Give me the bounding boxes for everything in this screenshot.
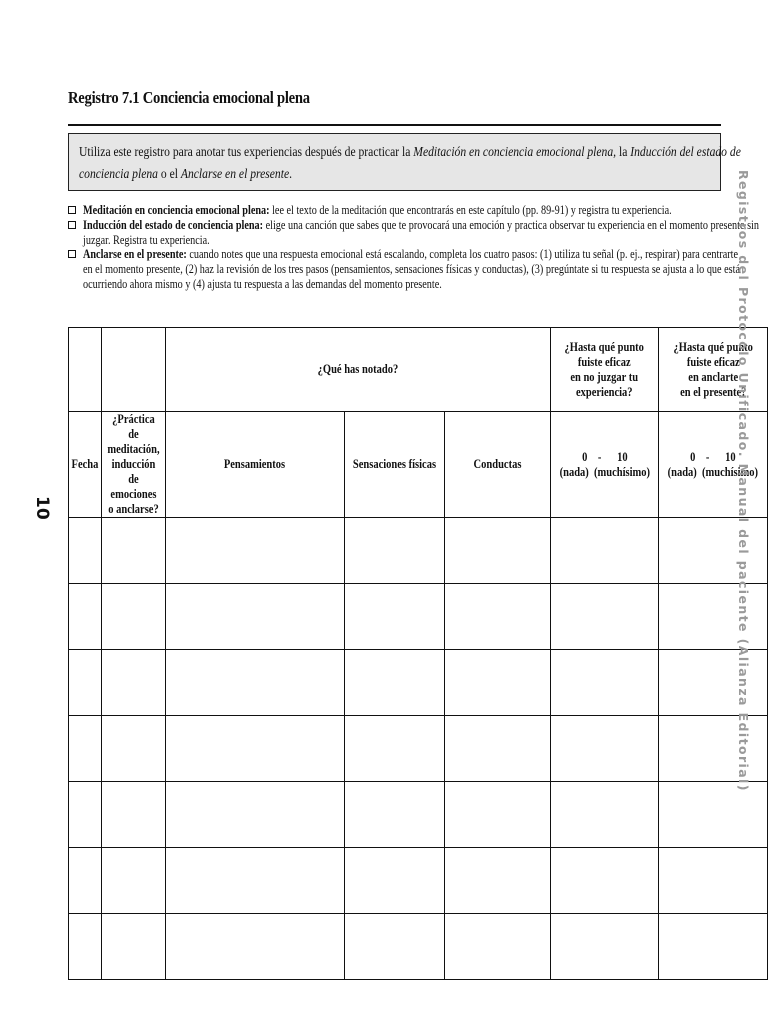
intro-box	[68, 133, 741, 191]
table-cell[interactable]	[101, 584, 165, 650]
table-cell[interactable]	[550, 716, 659, 782]
table-cell[interactable]	[69, 782, 102, 848]
table-cell[interactable]	[344, 716, 444, 782]
table-cell[interactable]	[69, 914, 102, 980]
instructions-list	[68, 203, 759, 292]
table-cell[interactable]	[101, 782, 165, 848]
table-cell[interactable]	[550, 848, 659, 914]
table-cell[interactable]	[550, 518, 659, 584]
table-row	[69, 782, 768, 848]
table-cell[interactable]	[165, 518, 344, 584]
table-cell[interactable]	[344, 584, 444, 650]
title-rule	[68, 124, 721, 126]
instruction-item-anclarse: Anclarse en el presente: cuando notes que una respuesta emocional está escalando, completa los cuatro pasos: (1) utiliza tu señal (p. ej., respirar) para centrarte en el momento presente, (2) haz la revisión de los tres pasos (pensamientos, sensaciones físicas y conductas), (3) pregúntate si tu respuesta se ajusta a lo que está ocurriendo ahora mismo y (4) ajusta tu respuesta a las demandas del momento presente.	[68, 247, 721, 291]
table-cell[interactable]	[165, 848, 344, 914]
checkbox[interactable]	[68, 221, 76, 229]
header-eficaz-anclarte: ¿Hasta qué punto fuiste eficaz en anclarte en el presente?	[659, 328, 768, 412]
header-eficaz-juzgar: ¿Hasta qué punto fuiste eficaz en no juzgar tu experiencia?	[550, 328, 659, 412]
table-cell[interactable]	[165, 782, 344, 848]
column-header-practica: ¿Práctica de meditación, inducción de emociones o anclarse?	[101, 412, 165, 518]
table-cell[interactable]	[344, 782, 444, 848]
table-row	[69, 518, 768, 584]
table-cell[interactable]	[550, 914, 659, 980]
instruction-item-induccion: Inducción del estado de conciencia plena: elige una canción que sabes que te provocará una emoción y practica observar tu experiencia en el momento presente sin juzgar. Registra tu experiencia.	[68, 218, 721, 248]
table-cell[interactable]	[165, 584, 344, 650]
table-cell[interactable]	[101, 716, 165, 782]
table-cell[interactable]	[165, 914, 344, 980]
table-cell[interactable]	[444, 716, 550, 782]
checkbox[interactable]	[68, 250, 76, 258]
side-running-text: Registros del Protocolo Unificado. Manual del paciente (Alianza Editorial)	[736, 170, 751, 792]
registro-table	[68, 327, 768, 980]
scale-juzgar: 0 - 10 (nada) (muchísimo)	[550, 412, 659, 518]
table-cell[interactable]	[165, 650, 344, 716]
table-row	[69, 914, 768, 980]
table-cell[interactable]	[550, 650, 659, 716]
intro-line-1: Utiliza este registro para anotar tus experiencias después de practicar la Meditación en conciencia emocional plena, la Inducción del estado de	[79, 144, 741, 159]
table-cell[interactable]	[344, 848, 444, 914]
scale-anclarte: 0 - 10 (nada) (muchísimo)	[659, 412, 768, 518]
table-cell[interactable]	[101, 914, 165, 980]
table-row	[69, 716, 768, 782]
table-cell[interactable]	[550, 782, 659, 848]
table-cell[interactable]	[444, 782, 550, 848]
column-header-conductas: Conductas	[444, 412, 550, 518]
table-cell[interactable]	[69, 848, 102, 914]
table-cell[interactable]	[101, 650, 165, 716]
table-cell[interactable]	[344, 650, 444, 716]
page-title: Registro 7.1 Conciencia emocional plena	[68, 88, 310, 107]
table-cell[interactable]	[69, 518, 102, 584]
column-header-fecha: Fecha	[69, 412, 102, 518]
table-cell[interactable]	[101, 518, 165, 584]
table-row	[69, 848, 768, 914]
table-cell[interactable]	[101, 848, 165, 914]
header-que-has-notado: ¿Qué has notado?	[165, 328, 550, 412]
column-header-sensaciones: Sensaciones físicas	[344, 412, 444, 518]
header-blank	[69, 328, 102, 412]
table-cell[interactable]	[69, 584, 102, 650]
page-number: 10	[32, 496, 52, 520]
table-row	[69, 650, 768, 716]
column-header-pensamientos: Pensamientos	[165, 412, 344, 518]
table-cell[interactable]	[444, 650, 550, 716]
table-cell[interactable]	[444, 518, 550, 584]
checkbox[interactable]	[68, 206, 76, 214]
table-cell[interactable]	[444, 848, 550, 914]
table-cell[interactable]	[69, 716, 102, 782]
table-cell[interactable]	[444, 584, 550, 650]
intro-line-2: conciencia plena o el Anclarse en el presente.	[79, 166, 293, 181]
table-row	[69, 584, 768, 650]
table-cell[interactable]	[444, 914, 550, 980]
table-cell[interactable]	[165, 716, 344, 782]
table-cell[interactable]	[69, 650, 102, 716]
table-cell[interactable]	[659, 914, 768, 980]
table-cell[interactable]	[344, 914, 444, 980]
header-blank	[101, 328, 165, 412]
table-cell[interactable]	[344, 518, 444, 584]
instruction-item-meditacion: Meditación en conciencia emocional plena: lee el texto de la meditación que encontrarás en este capítulo (pp. 89-91) y registra tu experiencia.	[68, 203, 721, 218]
table-cell[interactable]	[550, 584, 659, 650]
